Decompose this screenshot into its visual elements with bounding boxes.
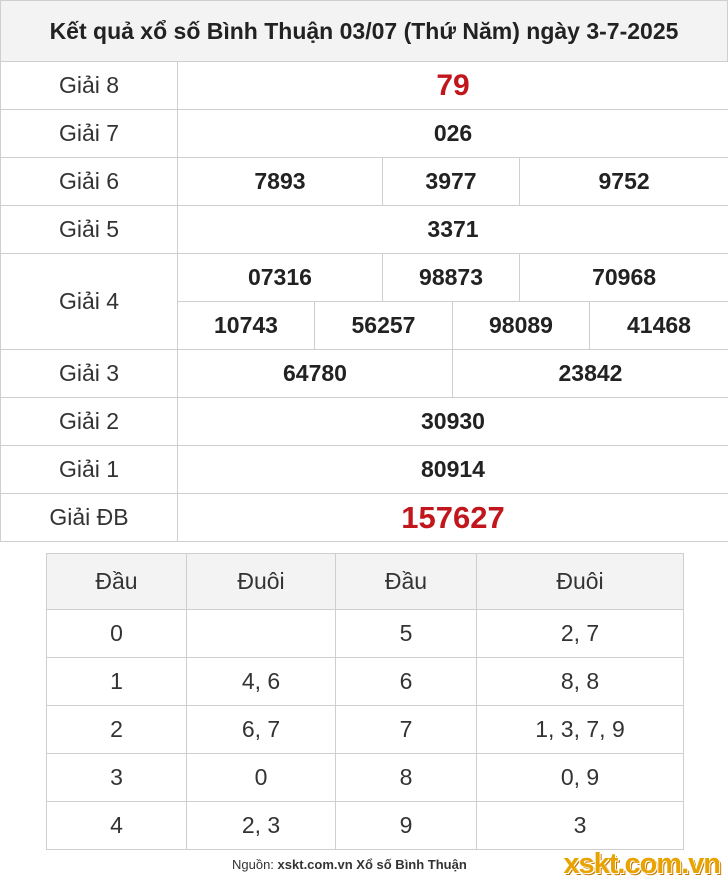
table-row: [47, 706, 684, 754]
prize-value: 07316: [247, 264, 312, 290]
table-cell: 7: [336, 706, 477, 754]
column-header: Đầu: [336, 554, 477, 610]
table-cell: 0: [187, 754, 336, 802]
table-cell: 1, 3, 7, 9: [477, 706, 684, 754]
column-header: Đuôi: [187, 554, 336, 610]
table-row: [47, 610, 684, 658]
prize-label: Giải 1: [1, 446, 178, 494]
prize-value: 98873: [382, 254, 519, 301]
table-cell: 2: [47, 706, 187, 754]
table-cell: 0: [47, 610, 187, 658]
prize-value: 3371: [178, 206, 728, 254]
prize-row-g5: [1, 206, 728, 254]
prize-value: 98089: [452, 302, 589, 349]
prize-row-g7: [1, 110, 728, 158]
table-cell: [187, 610, 336, 658]
prize-row-g2: [1, 398, 728, 446]
footer: [0, 848, 728, 881]
table-cell: 6: [336, 658, 477, 706]
table-cell: 3: [477, 802, 684, 850]
special-prize-value: 157627: [178, 494, 728, 542]
prize-value: 70968: [519, 254, 728, 301]
table-cell: 0, 9: [477, 754, 684, 802]
prize-value: 64780: [283, 360, 347, 386]
source-prefix: Nguồn:: [232, 857, 274, 872]
table-cell: 8, 8: [477, 658, 684, 706]
source-link[interactable]: xskt.com.vn Xổ số Bình Thuận: [277, 857, 467, 872]
prize-label: Giải 2: [1, 398, 178, 446]
prize-value: 80914: [178, 446, 728, 494]
table-cell: 2, 7: [477, 610, 684, 658]
prize-value: 10743: [214, 312, 278, 338]
prize-label: Giải 3: [1, 350, 178, 398]
prize-value: 79: [178, 62, 728, 110]
prize-value: 026: [178, 110, 728, 158]
prize-value: 23842: [452, 350, 728, 397]
table-cell: 3: [47, 754, 187, 802]
table-cell: 4: [47, 802, 187, 850]
table-cell: 9: [336, 802, 477, 850]
table-cell: 4, 6: [187, 658, 336, 706]
table-cell: 8: [336, 754, 477, 802]
prize-row-g4: [1, 254, 728, 302]
column-header: Đuôi: [477, 554, 684, 610]
prize-label: Giải 5: [1, 206, 178, 254]
prize-label: Giải 6: [1, 158, 178, 206]
prize-label: Giải 8: [1, 62, 178, 110]
prize-row-g3: [1, 350, 728, 398]
table-row: [47, 658, 684, 706]
table-cell: 5: [336, 610, 477, 658]
table-cell: 6, 7: [187, 706, 336, 754]
prize-value: 30930: [178, 398, 728, 446]
prize-value: 9752: [519, 158, 728, 205]
prize-value: 41468: [589, 302, 728, 349]
results-table: [0, 61, 728, 542]
prize-row-db: [1, 494, 728, 542]
table-cell: 2, 3: [187, 802, 336, 850]
prize-value: 56257: [314, 302, 452, 349]
prize-value: 7893: [254, 168, 306, 194]
prize-row-g8: [1, 62, 728, 110]
prize-value: 3977: [382, 158, 519, 205]
table-row: [47, 754, 684, 802]
site-logo: xskt.com.vn: [563, 848, 720, 880]
table-row: [47, 802, 684, 850]
loto-header-row: [47, 554, 684, 610]
prize-label: Giải ĐB: [1, 494, 178, 542]
table-cell: 1: [47, 658, 187, 706]
prize-row-g1: [1, 446, 728, 494]
column-header: Đầu: [47, 554, 187, 610]
prize-label: Giải 7: [1, 110, 178, 158]
source-credit: [232, 857, 467, 872]
prize-row-g6: [1, 158, 728, 206]
prize-label: Giải 4: [1, 254, 178, 350]
page-title: Kết quả xổ số Bình Thuận 03/07 (Thứ Năm) ngày 3-7-2025: [0, 0, 728, 62]
loto-table: [46, 553, 684, 850]
